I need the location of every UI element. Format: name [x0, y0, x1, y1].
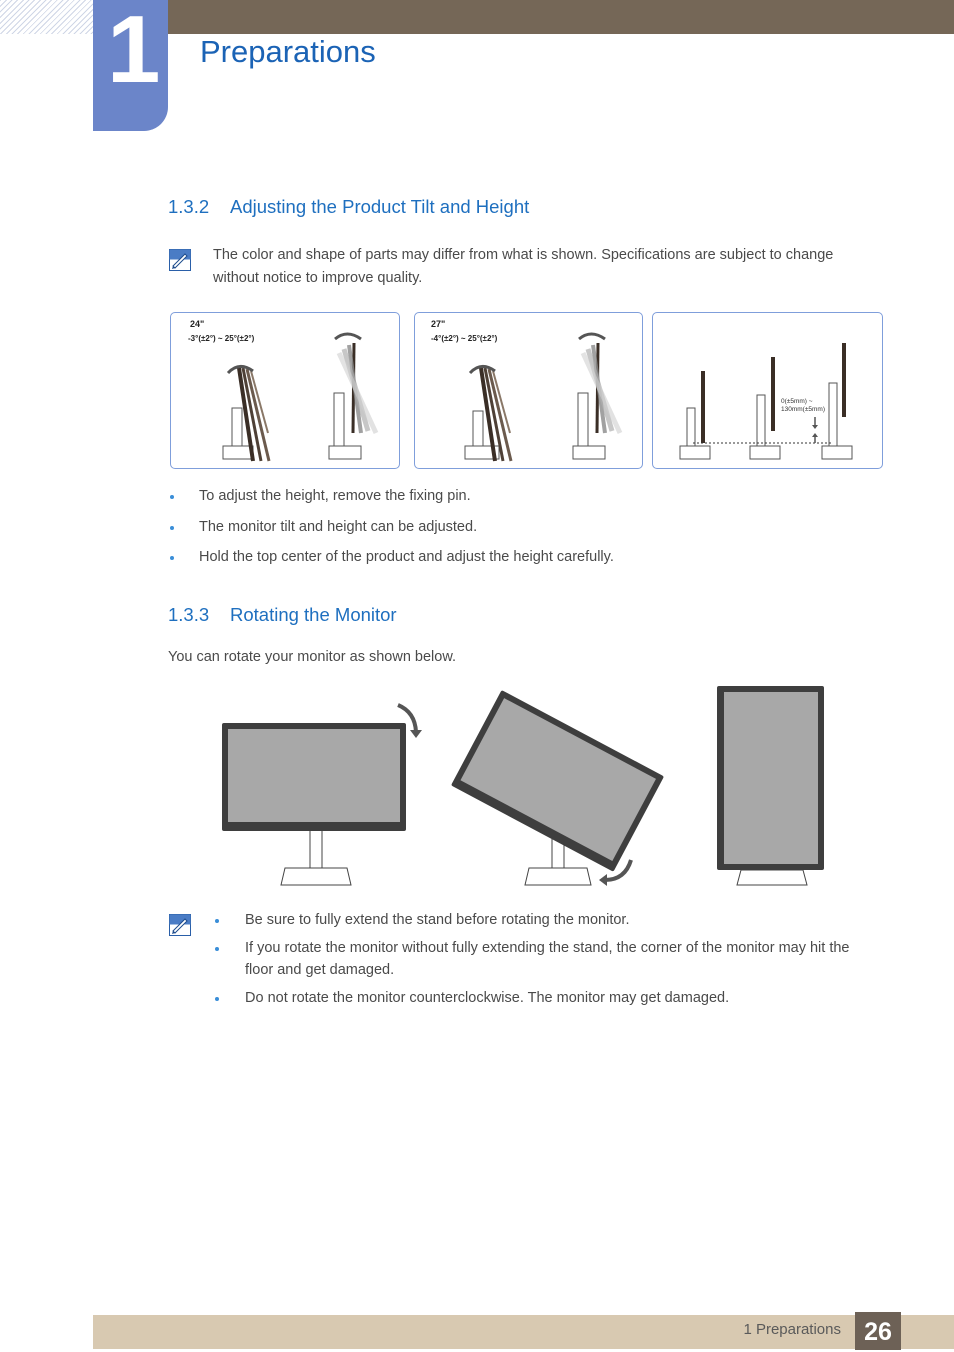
figure-size-label: 27": [431, 319, 446, 329]
note-icon: [169, 249, 191, 271]
figure-tilt-27: [414, 312, 643, 469]
tilt-illustration-27: [415, 313, 643, 469]
section-heading-tilt: [168, 196, 529, 218]
list-item: The monitor tilt and height can be adjusted.: [199, 519, 478, 535]
monitor-landscape: [222, 723, 406, 885]
note-text: [213, 244, 833, 290]
height-range-line: 130mm(±5mm): [781, 406, 826, 413]
note-line: The color and shape of parts may differ from what is shown. Specifications are subject to change: [213, 247, 834, 263]
list-item: [245, 937, 850, 981]
bullet-icon: [170, 495, 174, 499]
figure-size-label: 24": [190, 319, 205, 329]
figure-height: [652, 312, 883, 469]
monitor-tilt-backward: [329, 343, 376, 459]
chapter-number-tab: [93, 0, 168, 131]
list-item-line: If you rotate the monitor without fully extending the stand, the corner of the monitor may hit the: [245, 940, 850, 956]
bullet-icon: [215, 947, 219, 951]
page-number: 26: [855, 1312, 901, 1350]
note-icon: [169, 914, 191, 936]
height-range-line: 0(±5mm) ~: [781, 398, 813, 405]
section-heading-rotate: [168, 604, 397, 626]
monitor-low: [680, 371, 710, 459]
list-item: Hold the top center of the product and adjust the height carefully.: [199, 549, 614, 565]
monitor-rotating: [451, 690, 664, 885]
rotate-intro: You can rotate your monitor as shown below.: [168, 649, 457, 665]
figure-tilt-24: [170, 312, 400, 469]
note-line: without notice to improve quality.: [213, 270, 423, 286]
rotate-arrow-icon: [579, 334, 605, 339]
monitor-tilt-forward: [223, 368, 269, 461]
bullet-icon: [215, 919, 219, 923]
list-item: To adjust the height, remove the fixing pin.: [199, 488, 471, 504]
list-item-line: floor and get damaged.: [245, 962, 395, 978]
footer-chapter-label: 1 Preparations: [743, 1321, 841, 1338]
figure-tilt-range: -3°(±2°) ~ 25°(±2°): [188, 334, 255, 343]
chapter-number: 1: [107, 0, 161, 103]
height-illustration: [653, 313, 883, 469]
monitor-tilt-forward: [465, 368, 511, 461]
monitor-mid: [750, 357, 780, 459]
height-arrow-icon: [812, 417, 818, 443]
section-title: Adjusting the Product Tilt and Height: [230, 196, 530, 217]
monitor-portrait: [717, 686, 824, 885]
bullet-icon: [215, 997, 219, 1001]
bullet-icon: [170, 556, 174, 560]
chapter-title: Preparations: [200, 34, 376, 69]
list-item: Do not rotate the monitor counterclockwise. The monitor may get damaged.: [245, 990, 730, 1006]
header-bar: [168, 0, 954, 34]
figure-tilt-range: -4°(±2°) ~ 25°(±2°): [431, 334, 498, 343]
list-item: Be sure to fully extend the stand before rotating the monitor.: [245, 912, 630, 928]
header-hatch-decoration: [0, 0, 93, 34]
rotate-arrow-icon: [335, 334, 361, 339]
tilt-illustration-24: [171, 313, 400, 469]
section-number: 1.3.2: [168, 196, 210, 217]
section-number: 1.3.3: [168, 604, 210, 625]
height-range-label: [781, 398, 841, 414]
rotation-illustration: [215, 680, 835, 890]
monitor-tilt-backward: [573, 343, 620, 459]
bullet-icon: [170, 526, 174, 530]
section-title: Rotating the Monitor: [230, 604, 397, 625]
